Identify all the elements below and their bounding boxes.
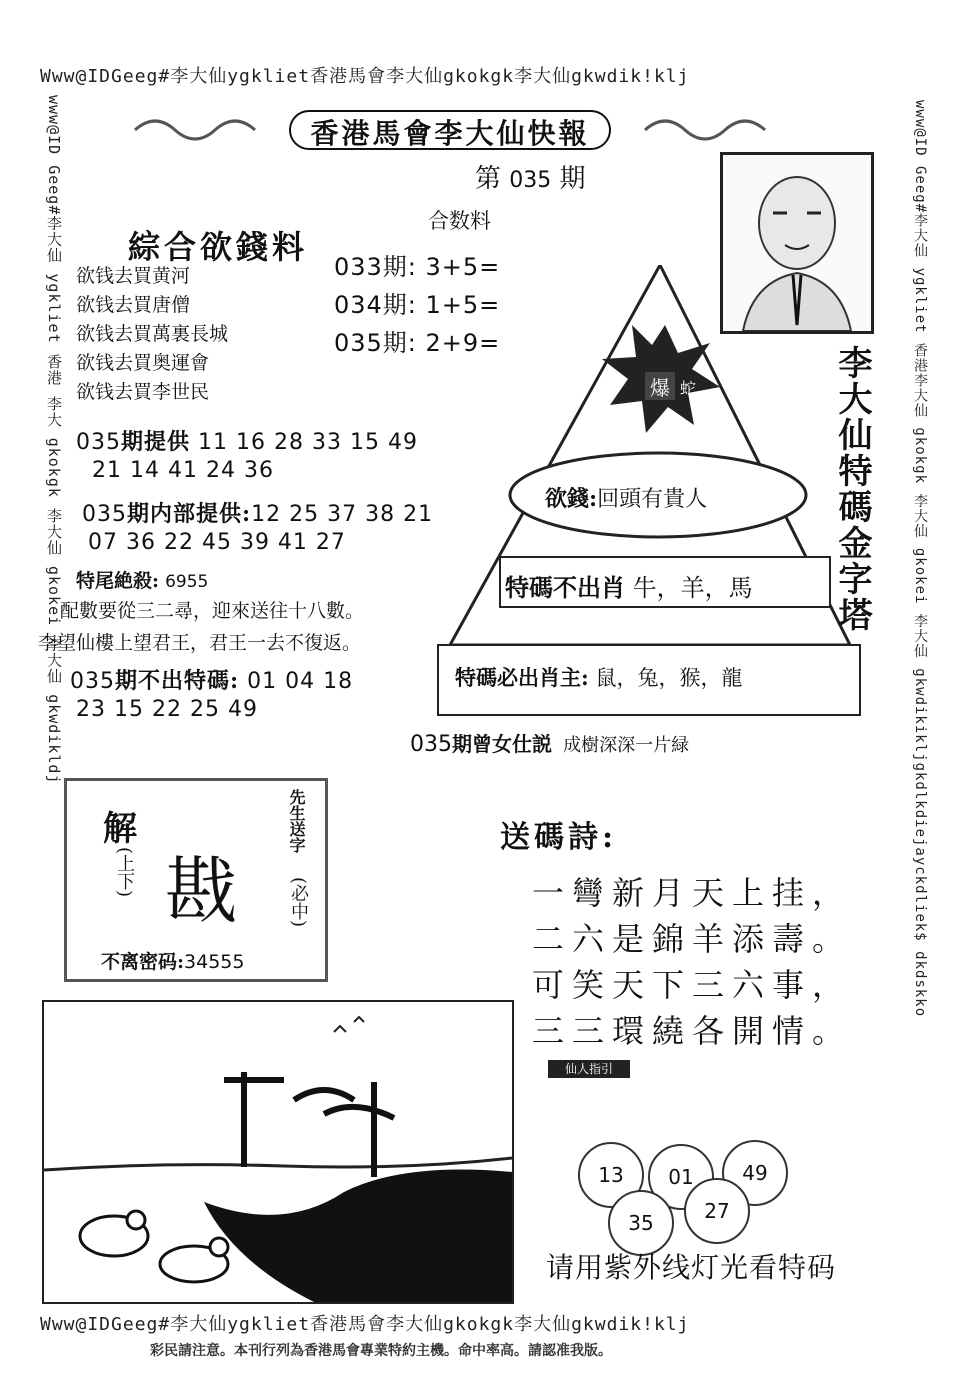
bottom-watermark-strip: Www@IDGeeg#李大仙ygkliet香港馬會李大仙gkokgk李大仙gkwdik!klj xyxy=(40,1314,690,1335)
footer-note: 彩民請注意。本刊行列為香港馬會專業特約主機。命中率高。請認准我版。 xyxy=(150,1343,612,1359)
sum-row: 033期: 3+5= xyxy=(334,253,501,281)
internal-numbers-2: 07 36 22 45 39 41 27 xyxy=(88,530,346,555)
sum-row: 034期: 1+5= xyxy=(334,291,501,319)
poem-lines xyxy=(532,870,852,1054)
top-watermark-strip: Www@IDGeeg#李大仙ygkliet香港馬會李大仙gkokgk李大仙gkwdik!klj xyxy=(40,66,690,87)
money-title: 綜合欲錢料 xyxy=(128,228,309,266)
issue-prefix: 第 xyxy=(475,164,502,194)
riddle-main-char: 戡 xyxy=(165,849,238,933)
pyramid-badge-char: 爆 xyxy=(645,372,675,400)
verse-2: 李望仙樓上望君王，君王一去不復返。 xyxy=(38,632,362,654)
poem-title: 送碼詩: xyxy=(500,820,618,855)
provide-numbers-2: 21 14 41 24 36 xyxy=(92,458,274,483)
not-out-line1 xyxy=(70,664,353,695)
provide-prefix: 035 xyxy=(76,430,121,455)
header-banner xyxy=(130,108,770,152)
money-item: 欲钱去買唐僧 xyxy=(76,294,191,316)
tail-kill-value: 6955 xyxy=(165,572,209,592)
pyramid-badge-text: 蛇 xyxy=(680,379,697,398)
pyramid-side-title: 李大仙特碼金字塔 xyxy=(832,345,872,633)
provide-numbers-1: 11 16 28 33 15 49 xyxy=(198,430,418,455)
tail-kill xyxy=(76,566,208,593)
riddle-mr-label: 先生送字 xyxy=(287,789,306,853)
zeng-line xyxy=(410,728,689,757)
provide-line1 xyxy=(76,425,418,456)
uv-instruction: 请用紫外线灯光看特码 xyxy=(546,1251,837,1284)
not-out-label: 期不出特碼: xyxy=(115,668,240,694)
zeng-prefix: 035 xyxy=(410,732,452,757)
riddle-secret-label: 不离密码: xyxy=(101,951,185,973)
internal-line1 xyxy=(82,497,433,528)
pyramid-must xyxy=(455,662,742,692)
poem-line: 一彎新月天上挂， xyxy=(532,874,853,912)
internal-label: 期内部提供: xyxy=(127,501,252,527)
riddle-shang-xia: (上下) xyxy=(114,847,135,898)
lucky-ball: 27 xyxy=(684,1178,750,1244)
issue-suffix: 期 xyxy=(559,164,586,194)
riddle-secret-value: 34555 xyxy=(184,951,245,973)
poem-line: 二六是錦羊添壽。 xyxy=(532,920,853,958)
pyramid-not-out-label: 特碼不出肖 xyxy=(505,573,625,602)
lucky-ball: 35 xyxy=(608,1190,674,1256)
riddle-secret xyxy=(101,947,244,974)
riddle-box xyxy=(64,778,328,982)
pyramid-money xyxy=(545,482,707,513)
lucky-ball: 49 xyxy=(722,1140,788,1206)
not-out-numbers-1: 01 04 18 xyxy=(247,669,354,694)
zeng-text: 成樹深深一片緑 xyxy=(563,735,690,756)
poem-line: 三三環繞各開情。 xyxy=(532,1012,853,1050)
poem-stamp: 仙人指引 xyxy=(548,1060,630,1078)
pyramid-must-label: 特碼必出肖主: xyxy=(455,665,589,690)
internal-prefix: 035 xyxy=(82,502,127,527)
lucky-ball: 01 xyxy=(648,1144,714,1210)
zeng-label: 期曾女仕説 xyxy=(452,732,552,756)
riddle-jie: 解 xyxy=(103,809,137,849)
sum-row: 035期: 2+9= xyxy=(334,329,501,357)
issue-number: 035 xyxy=(509,168,552,193)
money-list xyxy=(76,262,228,407)
poem-line: 可笑天下三六事， xyxy=(532,966,853,1004)
pyramid-money-label: 欲錢: xyxy=(545,486,598,512)
tail-kill-label: 特尾絶殺: xyxy=(76,570,160,592)
not-out-prefix: 035 xyxy=(70,669,115,694)
money-item: 欲钱去買黄河 xyxy=(76,265,191,287)
verse-1: 配數要從三二尋，迎來送往十八數。 xyxy=(60,600,365,622)
money-item: 欲钱去買李世民 xyxy=(76,381,210,403)
money-item: 欲钱去買奥運會 xyxy=(76,352,210,374)
left-watermark-strip: www@ID Geeg#李大仙 ygkliet 香港 李大 gkokgk 李大仙 gkokei 李大仙 gkwdikldj xyxy=(45,95,63,785)
riddle-bi-zhong: (必中) xyxy=(288,877,309,928)
right-watermark-strip: www@ID Geeg#李大仙 ygkliet 香港李大仙 gkokgk 李大仙 gkokei 李大仙 gkwdikikljgkdlkdiejayckdliek$ dkdskko xyxy=(912,100,928,1018)
pyramid-must-text: 鼠，兔，猴，龍 xyxy=(595,666,743,690)
money-item: 欲钱去買萬裏長城 xyxy=(76,323,229,345)
landscape-duck-illustration-icon xyxy=(44,1002,512,1302)
issue-line xyxy=(475,158,586,195)
sum-title: 合数料 xyxy=(428,209,491,233)
not-out-numbers-2: 23 15 22 25 49 xyxy=(76,697,258,722)
pyramid-money-text: 回頭有貴人 xyxy=(597,487,708,512)
pyramid-not-out-text: 牛，羊，馬 xyxy=(632,574,753,602)
illustration-frame xyxy=(42,1000,514,1304)
provide-label: 期提供 xyxy=(121,429,191,455)
pyramid-not-out xyxy=(505,568,753,603)
lucky-ball: 13 xyxy=(578,1142,644,1208)
page-title: 香港馬會李大仙快報 xyxy=(310,117,590,150)
internal-numbers-1: 12 25 37 38 21 xyxy=(251,502,434,527)
